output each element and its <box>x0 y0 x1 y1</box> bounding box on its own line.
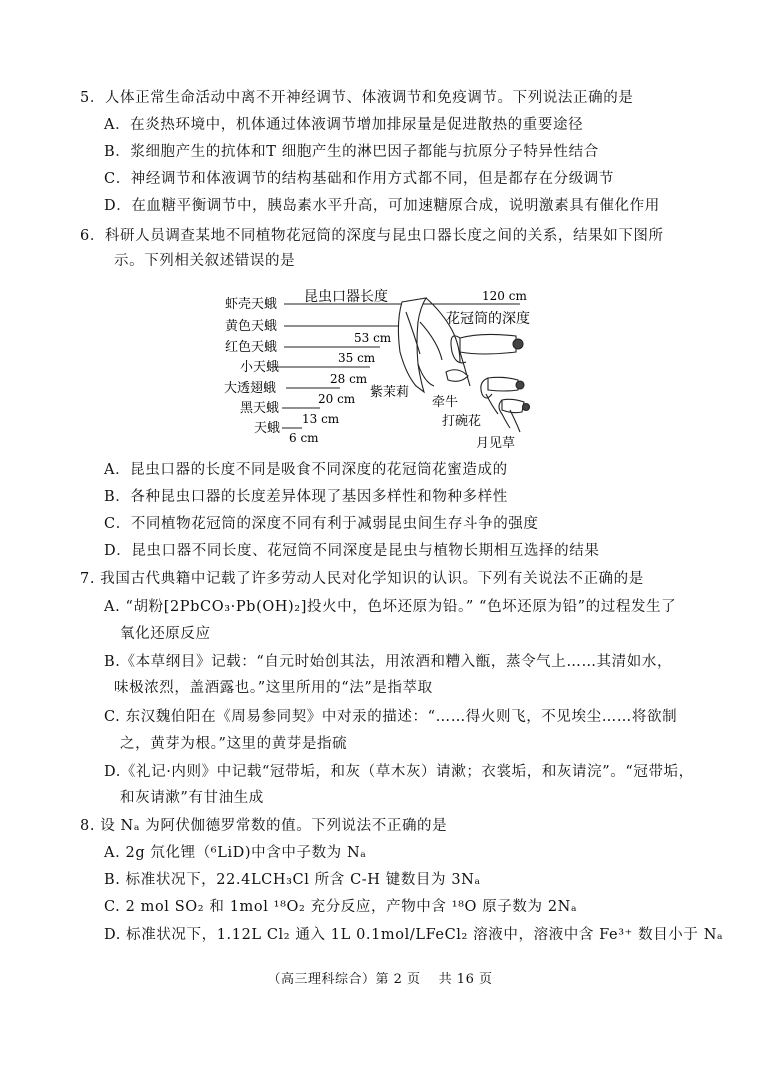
q5-option-d: D．在血糖平衡调节中，胰岛素水平升高，可加速糖原合成，说明激素具有催化作用 <box>104 198 660 214</box>
page-footer: （高三理科综合）第 2 页 共 16 页 <box>267 972 493 987</box>
q8-option-d: D. 标准状况下，1.12L Cl₂ 通入 1L 0.1mol/LFeCl₂ 溶液中，溶液中含 Fe³⁺ 数目小于 Nₐ <box>104 927 724 943</box>
plant-label: 月见草 <box>476 436 516 451</box>
insect-label: 黑天蛾 <box>240 401 280 416</box>
length-label: 13 cm <box>302 412 340 426</box>
q8-option-b: B. 标准状况下，22.4LCH₃Cl 所含 C-H 键数目为 3Nₐ <box>104 872 481 888</box>
q7-option-d-line2: 和灰请漱”有甘油生成 <box>120 790 264 806</box>
figure-header-right: 花冠筒的深度 <box>446 311 530 327</box>
q7-option-d-line1: D.《礼记·内则》中记载“冠带垢，和灰（草木灰）请漱；衣裳垢，和灰请浣”。“冠带垢， <box>104 764 694 780</box>
q6-option-d: D．昆虫口器不同长度、花冠筒不同深度是昆虫与植物长期相互选择的结果 <box>104 543 600 559</box>
figure-header-left: 昆虫口器长度 <box>304 289 388 305</box>
q8-option-a: A. 2g 氘化锂（⁶LiD)中含中子数为 Nₐ <box>104 845 367 861</box>
q7-option-a-line2: 氧化还原反应 <box>120 626 211 642</box>
q7-option-b-line1: B.《本草纲目》记载：“自元时始创其法，用浓酒和糟入甑，蒸令气上……其清如水， <box>104 654 673 670</box>
q7-option-c-line1: C. 东汉魏伯阳在《周易参同契》中对汞的描述：“……得火则飞，不见埃尘……将欲制 <box>104 709 678 725</box>
q7-stem: 7. 我国古代典籍中记载了许多劳动人民对化学知识的认识。下列有关说法不正确的是 <box>80 571 644 587</box>
insect-flower-figure <box>220 282 560 452</box>
q8-option-c: C. 2 mol SO₂ 和 1mol ¹⁸O₂ 充分反应，产物中含 ¹⁸O 原子数为 2Nₐ <box>104 899 578 915</box>
q5-option-a: A．在炎热环境中，机体通过体液调节增加排尿量是促进散热的重要途径 <box>104 117 584 133</box>
q5-option-b: B．浆细胞产生的抗体和T 细胞产生的淋巴因子都能与抗原分子特异性结合 <box>104 144 599 160</box>
length-label: 20 cm <box>318 392 356 406</box>
q5-stem: 5．人体正常生命活动中离不开神经调节、体液调节和免疫调节。下列说法正确的是 <box>80 90 634 106</box>
q6-option-c: C．不同植物花冠筒的深度不同有利于减弱昆虫间生存斗争的强度 <box>104 516 539 532</box>
length-label: 120 cm <box>482 289 527 303</box>
q6-option-b: B．各种昆虫口器的长度差异体现了基因多样性和物种多样性 <box>104 489 508 505</box>
q6-stem-line2: 示。下列相关叙述错误的是 <box>114 253 296 269</box>
flower-evening-primrose <box>499 399 530 432</box>
q8-stem: 8. 设 Nₐ 为阿伏伽德罗常数的值。下列说法不正确的是 <box>80 818 448 834</box>
insect-label: 天蛾 <box>254 421 281 436</box>
q6-option-a: A．昆虫口器的长度不同是吸食不同深度的花冠筒花蜜造成的 <box>104 462 508 478</box>
insect-label: 虾壳天蛾 <box>225 297 278 312</box>
q5-option-c: C．神经调节和体液调节的结构基础和作用方式都不同，但是都存在分级调节 <box>104 171 614 187</box>
length-label: 35 cm <box>338 351 376 365</box>
q7-option-b-line2: 味极浓烈，盖酒露也。”这里所用的“法”是指萃取 <box>114 680 433 696</box>
q7-option-c-line2: 之，黄芽为根。”这里的黄芽是指硫 <box>120 736 348 752</box>
length-label: 6 cm <box>289 431 319 445</box>
length-label: 53 cm <box>354 331 392 345</box>
length-label: 28 cm <box>330 372 368 386</box>
plant-label: 牵牛 <box>432 395 459 410</box>
insect-label: 黄色天蛾 <box>225 319 278 334</box>
insect-label: 大透翅蛾 <box>224 381 277 396</box>
plant-label: 打碗花 <box>442 414 482 429</box>
plant-label: 紫茉莉 <box>370 385 410 400</box>
insect-label: 小天蛾 <box>240 360 280 375</box>
insect-label: 红色天蛾 <box>225 340 278 355</box>
q6-stem-line1: 6．科研人员调查某地不同植物花冠筒的深度与昆虫口器长度之间的关系，结果如下图所 <box>80 228 664 244</box>
q7-option-a-line1: A. “胡粉[2PbCO₃·Pb(OH)₂]投火中，色坏还原为铅。” “色坏还原为铅”的过程发生了 <box>104 599 677 615</box>
